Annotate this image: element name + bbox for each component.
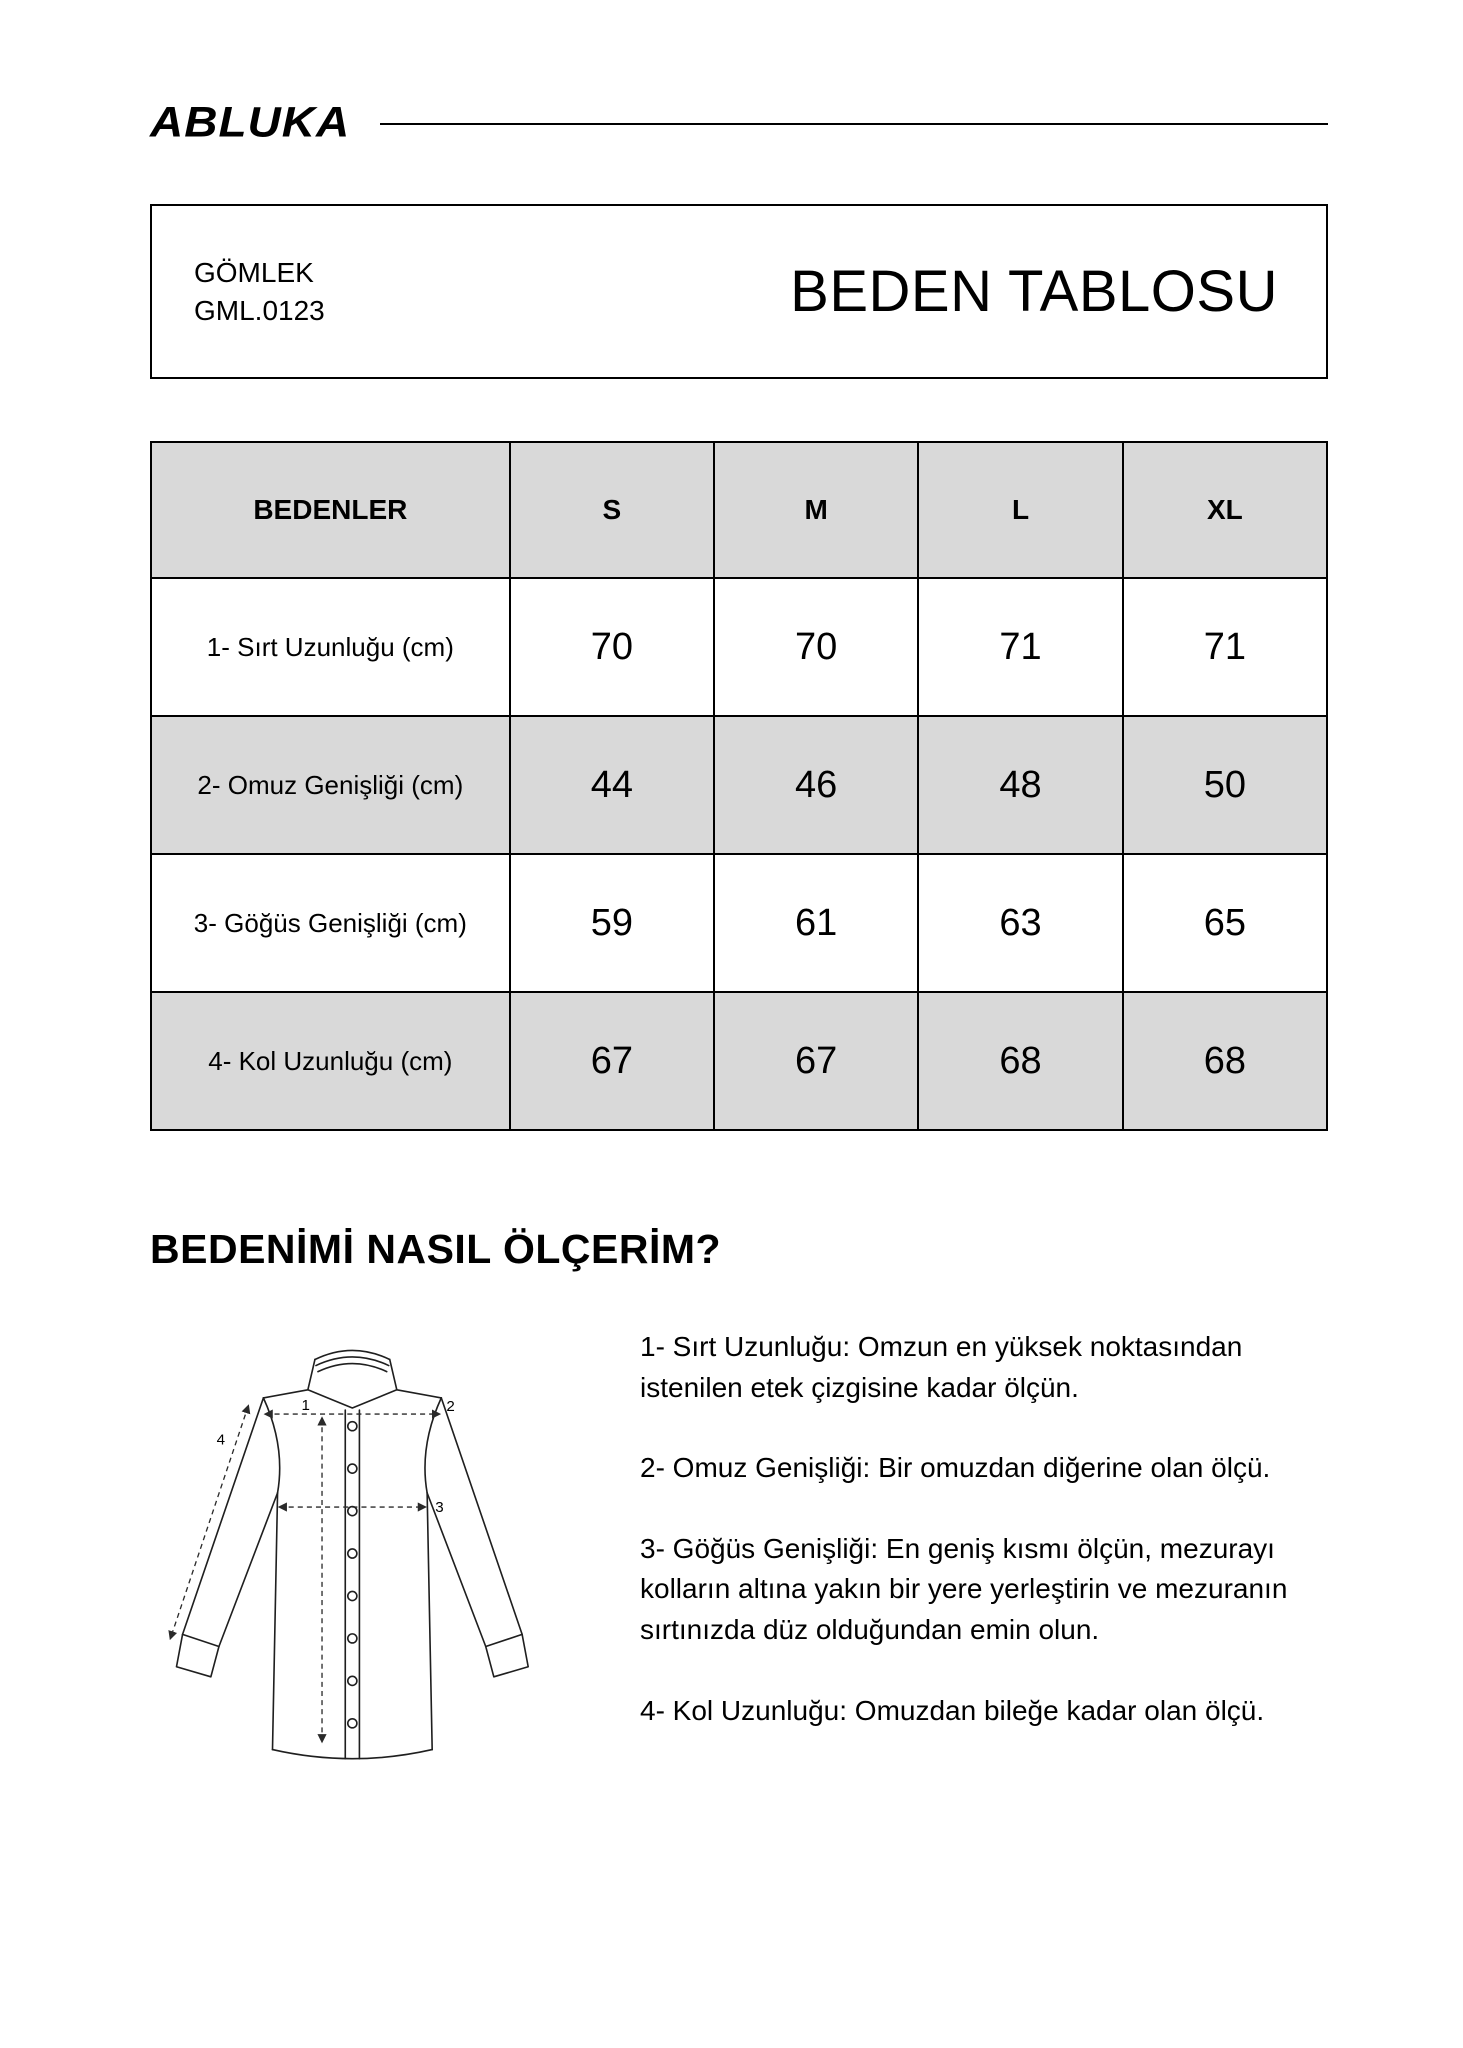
column-header-m: M	[714, 442, 918, 578]
row-label: 4- Kol Uzunluğu (cm)	[151, 992, 510, 1130]
cell-value: 63	[918, 854, 1122, 992]
brand-logo: ABLUKA	[150, 98, 351, 146]
measure-instructions	[640, 1313, 1328, 1771]
diagram-label-2: 2	[446, 1398, 455, 1416]
table-row-shoulder-width	[151, 716, 1327, 854]
size-table	[150, 441, 1328, 1131]
instruction-chest-width: 3- Göğüs Genişliği: En geniş kısmı ölçün, mezurayı kolların altına yakın bir yere yerleştirin ve mezuranın sırtınızda düz olduğundan emin olun.	[640, 1532, 1288, 1645]
page-title: BEDEN TABLOSU	[790, 259, 1278, 324]
howto-heading: BEDENİMİ NASIL ÖLÇERİM?	[150, 1226, 722, 1272]
brand-header	[150, 95, 1328, 149]
cell-value: 65	[1123, 854, 1327, 992]
cell-value: 67	[510, 992, 714, 1130]
shirt-outline	[176, 1350, 528, 1758]
product-info	[194, 254, 325, 330]
product-code: GML.0123	[194, 294, 325, 326]
measure-section	[150, 1313, 1328, 1793]
cell-value: 68	[1123, 992, 1327, 1130]
header-divider-line	[380, 123, 1328, 125]
cell-value: 70	[510, 578, 714, 716]
measure-arrow-sleeve	[170, 1406, 248, 1638]
cell-value: 48	[918, 716, 1122, 854]
cell-value: 50	[1123, 716, 1327, 854]
cell-value: 61	[714, 854, 918, 992]
column-header-s: S	[510, 442, 714, 578]
cell-value: 59	[510, 854, 714, 992]
table-row-chest-width	[151, 854, 1327, 992]
cell-value: 71	[1123, 578, 1327, 716]
row-label: 2- Omuz Genişliği (cm)	[151, 716, 510, 854]
cell-value: 44	[510, 716, 714, 854]
cell-value: 46	[714, 716, 918, 854]
shirt-illustration	[150, 1313, 585, 1788]
instruction-sleeve-length: 4- Kol Uzunluğu: Omuzdan bileğe kadar olan ölçü.	[640, 1694, 1265, 1726]
table-row-back-length	[151, 578, 1327, 716]
cell-value: 70	[714, 578, 918, 716]
shirt-diagram	[150, 1313, 585, 1793]
row-label: 1- Sırt Uzunluğu (cm)	[151, 578, 510, 716]
table-row-sleeve-length	[151, 992, 1327, 1130]
diagram-label-4: 4	[216, 1431, 225, 1449]
cell-value: 67	[714, 992, 918, 1130]
size-table-header-row	[151, 442, 1327, 578]
product-type: GÖMLEK	[194, 256, 314, 288]
button-icons	[348, 1422, 357, 1728]
column-header-l: L	[918, 442, 1122, 578]
cell-value: 68	[918, 992, 1122, 1130]
diagram-label-1: 1	[301, 1397, 310, 1415]
column-header-sizes: BEDENLER	[151, 442, 510, 578]
title-box	[150, 204, 1328, 379]
instruction-back-length: 1- Sırt Uzunluğu: Omzun en yüksek noktasından istenilen etek çizgisine kadar ölçün.	[640, 1331, 1243, 1403]
diagram-label-3: 3	[435, 1499, 444, 1517]
column-header-xl: XL	[1123, 442, 1327, 578]
row-label: 3- Göğüs Genişliği (cm)	[151, 854, 510, 992]
instruction-shoulder-width: 2- Omuz Genişliği: Bir omuzdan diğerine olan ölçü.	[640, 1452, 1271, 1484]
cell-value: 71	[918, 578, 1122, 716]
